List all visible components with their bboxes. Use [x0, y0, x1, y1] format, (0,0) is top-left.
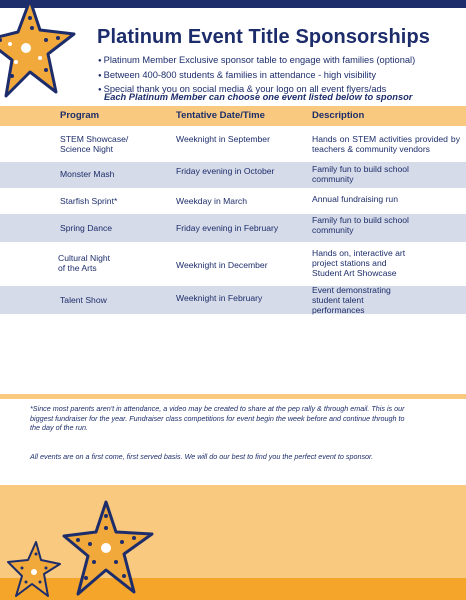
- starfish-icon: [62, 498, 160, 598]
- table-row: [0, 126, 466, 162]
- table-row: [0, 162, 466, 188]
- emphasis-line: Each Platinum Member can choose one event listed below to sponsor: [104, 92, 413, 102]
- column-header-description: Description: [312, 110, 365, 121]
- table-row: [0, 242, 466, 286]
- starfish-icon: [6, 540, 62, 600]
- section-divider: [0, 394, 466, 399]
- cell-program: Cultural Night of the Arts: [58, 253, 111, 273]
- benefit-list: [98, 54, 415, 98]
- cell-date: Weeknight in February: [176, 293, 263, 303]
- cell-description: Family fun to build school community: [312, 215, 409, 235]
- cell-program: STEM Showcase/ Science Night: [60, 134, 129, 154]
- cell-description: Hands on, interactive art project stations and Student Art Showcase: [312, 248, 406, 278]
- cell-description: Family fun to build school community: [312, 164, 409, 184]
- cell-program: Talent Show: [60, 295, 107, 305]
- starfish-icon: [0, 0, 88, 112]
- cell-date: Weekday in March: [176, 196, 248, 206]
- benefit-item: ● Special thank you on social media & your logo on all event flyers/ads: [98, 83, 415, 98]
- cell-program: Starfish Sprint*: [60, 196, 118, 206]
- cell-description: Hands on STEM activities provided by teachers & community vendors: [312, 134, 460, 154]
- table-row: [0, 286, 466, 314]
- column-header-program: Program: [60, 110, 100, 121]
- availability-note: All events are on a first come, first served basis. We will do our best to find you the perfect event to sponsor.: [30, 452, 374, 461]
- table-row: [0, 214, 466, 242]
- column-header-date: Tentative Date/Time: [176, 110, 265, 121]
- cell-description: Event demonstrating student talent performances: [312, 285, 391, 315]
- cell-program: Spring Dance: [60, 223, 113, 233]
- cell-date: Weeknight in September: [176, 134, 270, 144]
- cell-date: Friday evening in February: [176, 223, 279, 233]
- cell-date: Weeknight in December: [176, 260, 268, 270]
- benefit-item: ● Between 400-800 students & families in attendance - high visibility: [98, 69, 415, 84]
- footnote: *Since most parents aren't in attendance, a video may be created to share at the pep rally & through email. This is our biggest fundraiser for the year. Fundraiser class competitions for event begin the week before and continue through to the day of the run.: [30, 404, 405, 432]
- cell-description: Annual fundraising run: [312, 194, 398, 204]
- table-row: [0, 188, 466, 214]
- cell-program: Monster Mash: [60, 169, 115, 179]
- benefit-item: ● Platinum Member Exclusive sponsor table to engage with families (optional): [98, 54, 415, 69]
- page-title: Platinum Event Title Sponsorships: [97, 26, 430, 48]
- cell-date: Friday evening in October: [176, 166, 275, 176]
